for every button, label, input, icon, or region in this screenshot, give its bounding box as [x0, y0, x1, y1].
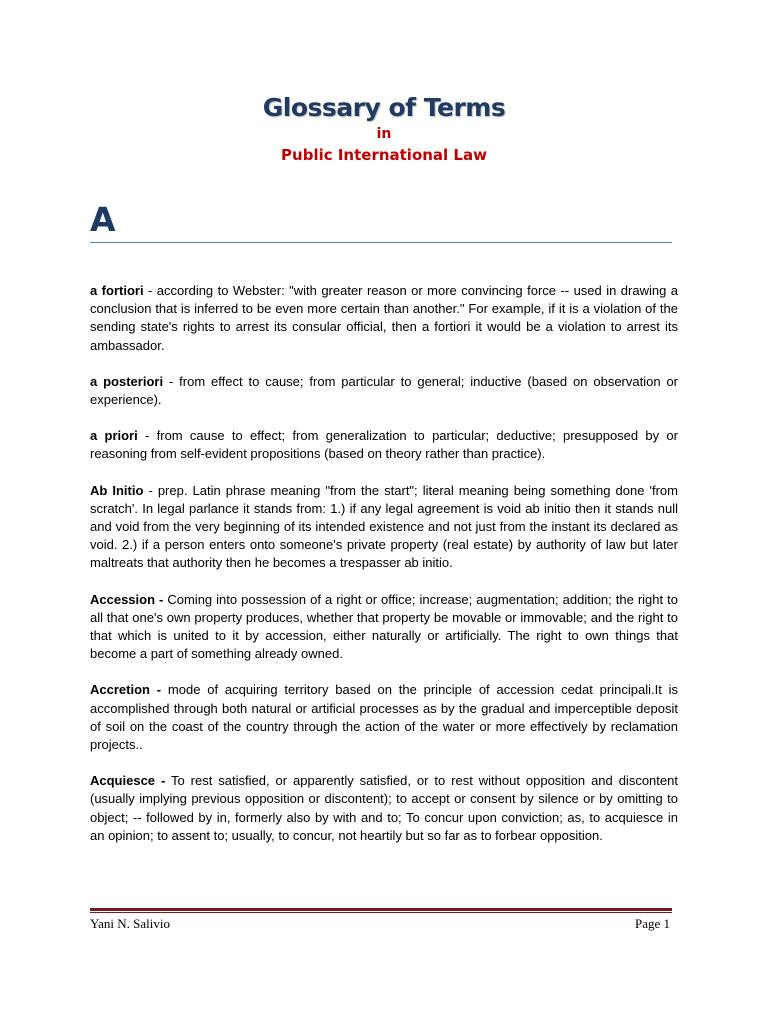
entry-term: a posteriori — [90, 373, 164, 389]
glossary-entries — [90, 282, 678, 863]
footer-author: Yani N. Salivio — [90, 916, 170, 931]
glossary-entry — [90, 427, 678, 463]
entry-term: Ab Initio — [90, 482, 144, 498]
entry-term: Acquiesce - — [90, 773, 166, 789]
glossary-entry — [90, 772, 678, 845]
title-block — [0, 92, 768, 166]
entry-term: a fortiori — [90, 283, 144, 298]
entry-definition: according to Webster: "with greater reason or more convincing force -- used in drawing a conclusion that is inferred to be even more certain than another." For example, if it is a violation of the sending state's rights to arrest its consular official, then a fortiori it would be a violation to arrest its ambassador. — [90, 283, 678, 353]
entry-separator: - — [143, 482, 158, 498]
entry-definition: from effect to cause; from particular to general; inductive (based on observation or experience). — [90, 373, 679, 408]
entry-separator: - — [143, 283, 157, 298]
section-heading: A — [90, 200, 116, 239]
footer-divider-thin — [90, 912, 672, 913]
entry-definition: mode of acquiring territory based on the principle of accession cedat principali.It is accomplished through both natural or artificial processes as by the gradual and imperceptible deposit of soil on the coast of the country through the action of the water or more effectively by reclamation projects.. — [90, 682, 679, 753]
entry-separator — [161, 682, 168, 697]
glossary-entry — [90, 282, 678, 355]
document-title: Glossary of Terms — [262, 93, 506, 122]
entry-definition: Coming into possession of a right or office; increase; augmentation; addition; the right to all that one's own property produces, whether that property be movable or immovable; and the right to that which is united to it by accession, either naturally or artificially. The right to own things that become a part of something already owned. — [90, 591, 678, 662]
entry-term: a priori — [90, 428, 138, 444]
section-divider — [90, 242, 672, 243]
glossary-entry — [90, 373, 678, 409]
entry-definition: from cause to effect; from generalization to particular; deductive; presupposed by or reasoning from self-evident propositions (based on theory rather than practice). — [90, 428, 678, 462]
entry-separator: - — [163, 373, 180, 389]
entry-definition: prep. Latin phrase meaning "from the start"; literal meaning being something done 'from scratch'. In legal parlance it stands from: 1.) if any legal agreement is void ab initio then it stands null and void from the very beginning of its intended existence and not just from the instant its declared as void. 2.) if a person enters onto someone's private property (real estate) by authority of law but later maltreats that authority then he becomes a trespasser ab initio. — [90, 482, 678, 571]
glossary-entry — [90, 591, 678, 664]
page-number: Page 1 — [634, 916, 670, 931]
glossary-entry — [90, 681, 678, 754]
glossary-entry — [90, 482, 678, 573]
subtitle-in: in — [376, 126, 392, 142]
entry-term: Accretion - — [90, 682, 162, 698]
entry-separator: - — [137, 428, 157, 444]
entry-term: Accession - — [90, 591, 164, 607]
entry-definition: To rest satisfied, or apparently satisfied, or to rest without opposition and discontent (usually implying previous opposition or discontent); to accept or consent by silence or by omitting to object; -- followed by in, formerly also by with and to; To concur upon conviction; as, to acquiesce in an opinion; to assent to; usually, to concur, not heartily but so far as to forbear opposition. — [90, 773, 678, 843]
footer-divider-thick — [90, 908, 672, 911]
document-subtitle: Public International Law — [281, 146, 487, 164]
